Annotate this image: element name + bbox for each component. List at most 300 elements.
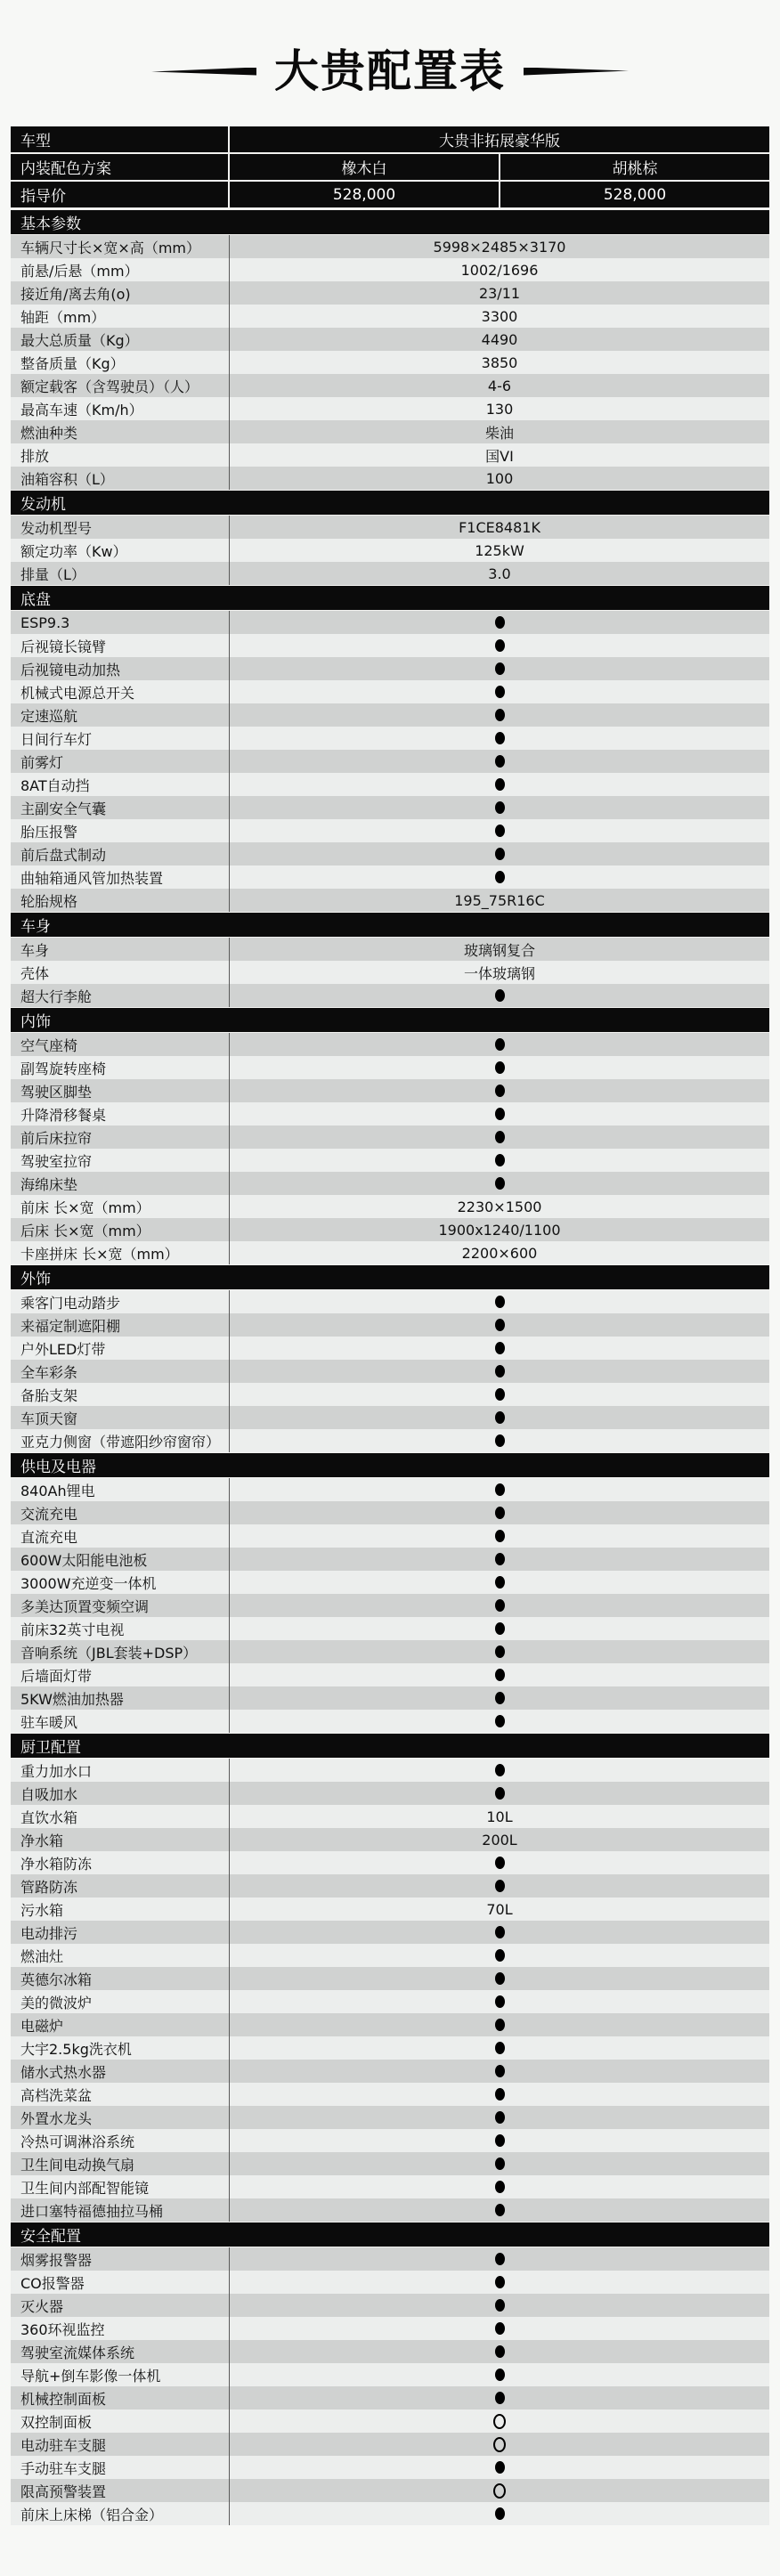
row-value [230, 2502, 769, 2525]
table-row [11, 305, 769, 328]
table-row [11, 2083, 769, 2106]
row-value [230, 1337, 769, 1360]
row-label: 600W太阳能电池板 [11, 1548, 230, 1571]
included-dot-icon [495, 1972, 505, 1985]
included-dot-icon [495, 1949, 505, 1962]
table-row [11, 2060, 769, 2083]
row-label: 机械控制面板 [11, 2386, 230, 2409]
included-dot-icon [495, 1576, 505, 1589]
included-dot-icon [495, 1764, 505, 1776]
row-label: 电动驻车支腿 [11, 2433, 230, 2456]
row-value: 国VI [485, 447, 514, 465]
included-dot-icon [495, 1857, 505, 1869]
row-value: 4490 [481, 330, 518, 348]
table-row [11, 2433, 769, 2456]
section-header: 底盘 [11, 585, 769, 611]
row-label: 储水式热水器 [11, 2060, 230, 2083]
row-label: 管路防冻 [11, 1874, 230, 1897]
row-value [230, 1782, 769, 1805]
included-dot-icon [495, 1646, 505, 1658]
included-dot-icon [495, 686, 505, 698]
row-value [230, 611, 769, 634]
table-row [11, 1383, 769, 1406]
row-label: 全车彩条 [11, 1360, 230, 1383]
row-label: 卫生间电动换气扇 [11, 2152, 230, 2175]
section-header: 发动机 [11, 490, 769, 516]
row-value [230, 2409, 769, 2433]
row-value: 3.0 [488, 565, 511, 582]
row-label: 卡座拼床 长×宽（mm） [11, 1241, 230, 1264]
included-dot-icon [495, 2276, 505, 2288]
row-value: 130 [485, 400, 514, 418]
included-dot-icon [495, 871, 505, 883]
included-dot-icon [495, 1061, 505, 1074]
row-label: 亚克力侧窗（带遮阳纱帘窗帘） [11, 1429, 230, 1452]
row-value [230, 1383, 769, 1406]
color-scheme-value-left: 橡木白 [230, 154, 500, 180]
row-value: F1CE8481K [459, 518, 540, 536]
included-dot-icon [495, 2392, 505, 2404]
table-row [11, 819, 769, 842]
header-row-color-scheme [11, 154, 769, 182]
row-label: 车辆尺寸长×宽×高（mm） [11, 235, 230, 258]
table-row [11, 938, 769, 961]
row-value [230, 2247, 769, 2271]
included-dot-icon [495, 1926, 505, 1938]
row-label: 整备质量（Kg） [11, 351, 230, 374]
table-row [11, 727, 769, 750]
table-row [11, 2317, 769, 2340]
row-value: 柴油 [484, 424, 514, 442]
row-value: 4-6 [487, 377, 512, 394]
table-row [11, 1172, 769, 1195]
table-row [11, 1360, 769, 1383]
row-value [230, 1125, 769, 1149]
included-dot-icon [495, 2461, 505, 2474]
included-dot-icon [495, 2134, 505, 2147]
table-row [11, 2363, 769, 2386]
row-value [230, 773, 769, 796]
included-dot-icon [495, 1715, 505, 1727]
included-dot-icon [495, 2088, 505, 2101]
row-value [230, 842, 769, 865]
table-row [11, 657, 769, 680]
table-row [11, 562, 769, 585]
row-label: 音响系统（JBL套装+DSP） [11, 1640, 230, 1663]
row-label: 前雾灯 [11, 750, 230, 773]
row-value [230, 1990, 769, 2013]
row-label: 主副安全气囊 [11, 796, 230, 819]
row-label: 5KW燃油加热器 [11, 1686, 230, 1710]
header-row-model [11, 126, 769, 154]
row-value [230, 2363, 769, 2386]
title-right-dash-icon [524, 68, 629, 76]
included-dot-icon [495, 825, 505, 837]
included-dot-icon [495, 1507, 505, 1519]
row-value [230, 819, 769, 842]
price-value-left: 528,000 [230, 182, 500, 207]
row-value: 玻璃钢复合 [463, 941, 535, 959]
table-row [11, 351, 769, 374]
spec-sections [11, 209, 769, 2525]
row-label: 冷热可调淋浴系统 [11, 2129, 230, 2152]
included-dot-icon [495, 1131, 505, 1143]
color-scheme-value-right: 胡桃棕 [612, 160, 658, 178]
page-title-wrap [0, 0, 780, 116]
optional-dot-icon [493, 2437, 506, 2452]
row-label: 电动排污 [11, 1921, 230, 1944]
included-dot-icon [495, 1483, 505, 1496]
row-value: 200L [482, 1831, 517, 1849]
section-header: 供电及电器 [11, 1452, 769, 1478]
row-label: 油箱容积（L） [11, 467, 230, 490]
row-label: 排放 [11, 443, 230, 467]
table-row [11, 374, 769, 397]
included-dot-icon [495, 1388, 505, 1401]
table-row [11, 1640, 769, 1663]
row-value: 一体玻璃钢 [463, 964, 535, 982]
title-left-dash-icon [151, 68, 256, 76]
spec-table [11, 126, 769, 2525]
included-dot-icon [495, 2345, 505, 2358]
table-row [11, 611, 769, 634]
row-label: 乘客门电动踏步 [11, 1290, 230, 1313]
included-dot-icon [495, 2111, 505, 2124]
row-label: 后床 长×宽（mm） [11, 1218, 230, 1241]
included-dot-icon [495, 1787, 505, 1800]
row-value [230, 1033, 769, 1056]
included-dot-icon [495, 662, 505, 675]
table-row [11, 1759, 769, 1782]
row-label: 轴距（mm） [11, 305, 230, 328]
table-row [11, 1478, 769, 1501]
row-label: 接近角/离去角(o) [11, 281, 230, 305]
table-row [11, 2409, 769, 2433]
section-header: 内饰 [11, 1007, 769, 1033]
included-dot-icon [495, 801, 505, 814]
included-dot-icon [495, 848, 505, 860]
table-row [11, 1033, 769, 1056]
table-row [11, 328, 769, 351]
row-label: 燃油灶 [11, 1944, 230, 1967]
row-value [230, 1594, 769, 1617]
table-row [11, 258, 769, 281]
section-header: 厨卫配置 [11, 1733, 769, 1759]
header-row-price [11, 182, 769, 209]
included-dot-icon [495, 2065, 505, 2077]
row-label: 驻车暖风 [11, 1710, 230, 1733]
row-value [230, 1524, 769, 1548]
row-label: 日间行车灯 [11, 727, 230, 750]
table-row [11, 1782, 769, 1805]
table-row [11, 1710, 769, 1733]
row-label: 烟雾报警器 [11, 2247, 230, 2271]
table-row [11, 1125, 769, 1149]
row-label: 超大行李舱 [11, 984, 230, 1007]
row-value [230, 1759, 769, 1782]
table-row [11, 1524, 769, 1548]
included-dot-icon [495, 1622, 505, 1635]
row-value: 10L [486, 1808, 513, 1825]
row-label: 前后床拉帘 [11, 1125, 230, 1149]
row-label: 导航+倒车影像一体机 [11, 2363, 230, 2386]
row-value [230, 2175, 769, 2198]
included-dot-icon [495, 1669, 505, 1681]
row-label: 机械式电源总开关 [11, 680, 230, 703]
row-value [230, 2479, 769, 2502]
row-value: 3850 [481, 353, 518, 371]
table-row [11, 1406, 769, 1429]
row-value [230, 1406, 769, 1429]
row-value [230, 865, 769, 889]
row-value [230, 796, 769, 819]
included-dot-icon [495, 1411, 505, 1424]
row-label: 净水箱防冻 [11, 1851, 230, 1874]
row-label: 额定载客（含驾驶员）（人） [11, 374, 230, 397]
table-row [11, 1501, 769, 1524]
row-value [230, 1313, 769, 1337]
table-row [11, 1851, 769, 1874]
row-label: 直饮水箱 [11, 1805, 230, 1828]
row-label: CO报警器 [11, 2271, 230, 2294]
row-label: 限高预警装置 [11, 2479, 230, 2502]
table-row [11, 467, 769, 490]
table-row [11, 2152, 769, 2175]
row-label: 定速巡航 [11, 703, 230, 727]
row-label: 污水箱 [11, 1897, 230, 1921]
table-row [11, 2247, 769, 2271]
row-label: 大宇2.5kg洗衣机 [11, 2036, 230, 2060]
row-value: 3300 [481, 307, 518, 325]
row-value [230, 2317, 769, 2340]
row-value [230, 2340, 769, 2363]
row-label: 驾驶室拉帘 [11, 1149, 230, 1172]
included-dot-icon [495, 1085, 505, 1097]
section-header: 基本参数 [11, 209, 769, 235]
row-value [230, 2129, 769, 2152]
row-label: 额定功率（Kw） [11, 539, 230, 562]
included-dot-icon [495, 1599, 505, 1612]
table-row [11, 1897, 769, 1921]
row-value [230, 1921, 769, 1944]
row-label: 8AT自动挡 [11, 773, 230, 796]
row-value [230, 1967, 769, 1990]
row-value [230, 984, 769, 1007]
row-value: 1900x1240/1100 [438, 1221, 561, 1239]
table-row [11, 865, 769, 889]
included-dot-icon [495, 709, 505, 721]
row-label: 备胎支架 [11, 1383, 230, 1406]
row-label: 净水箱 [11, 1828, 230, 1851]
included-dot-icon [495, 1995, 505, 2008]
included-dot-icon [495, 2158, 505, 2170]
row-label: 前悬/后悬（mm） [11, 258, 230, 281]
table-row [11, 516, 769, 539]
included-dot-icon [495, 2369, 505, 2381]
row-value [230, 1360, 769, 1383]
row-label: ESP9.3 [11, 611, 230, 634]
table-row [11, 1056, 769, 1079]
table-row [11, 2271, 769, 2294]
model-value: 大贵非拓展豪华版 [439, 133, 560, 150]
included-dot-icon [495, 2042, 505, 2054]
table-row [11, 1548, 769, 1571]
table-row [11, 443, 769, 467]
row-label: 壳体 [11, 961, 230, 984]
row-label: 空气座椅 [11, 1033, 230, 1056]
row-label: 升降滑移餐桌 [11, 1102, 230, 1125]
included-dot-icon [495, 1154, 505, 1166]
row-label: 直流充电 [11, 1524, 230, 1548]
table-row [11, 750, 769, 773]
included-dot-icon [495, 1880, 505, 1892]
table-row [11, 2198, 769, 2222]
row-value [230, 657, 769, 680]
row-value [230, 2083, 769, 2106]
included-dot-icon [495, 1530, 505, 1542]
row-value [230, 2013, 769, 2036]
row-value [230, 2060, 769, 2083]
row-value [230, 1429, 769, 1452]
row-label: 后视镜长镜臂 [11, 634, 230, 657]
included-dot-icon [495, 616, 505, 629]
row-label: 自吸加水 [11, 1782, 230, 1805]
row-value [230, 2294, 769, 2317]
row-value [230, 2433, 769, 2456]
optional-dot-icon [493, 2483, 506, 2499]
row-label: 最大总质量（Kg） [11, 328, 230, 351]
row-label: 驾驶区脚垫 [11, 1079, 230, 1102]
price-label: 指导价 [11, 182, 230, 207]
row-label: 手动驻车支腿 [11, 2456, 230, 2479]
table-row [11, 796, 769, 819]
page-title: 大贵配置表 [274, 45, 506, 97]
table-row [11, 1967, 769, 1990]
table-row [11, 397, 769, 420]
included-dot-icon [495, 2019, 505, 2031]
row-value: 125kW [475, 541, 524, 559]
included-dot-icon [495, 1038, 505, 1051]
row-value [230, 2271, 769, 2294]
table-row [11, 680, 769, 703]
row-label: 高档洗菜盆 [11, 2083, 230, 2106]
row-label: 电磁炉 [11, 2013, 230, 2036]
row-value [230, 1501, 769, 1524]
row-value [230, 1710, 769, 1733]
included-dot-icon [495, 1108, 505, 1120]
row-value [230, 1874, 769, 1897]
row-value [230, 1571, 769, 1594]
row-value [230, 1079, 769, 1102]
color-scheme-label: 内装配色方案 [11, 154, 230, 180]
row-value [230, 703, 769, 727]
row-value [230, 1149, 769, 1172]
table-row [11, 1805, 769, 1828]
included-dot-icon [495, 1177, 505, 1190]
row-label: 前床上床梯（铝合金） [11, 2502, 230, 2525]
included-dot-icon [495, 755, 505, 768]
included-dot-icon [495, 2322, 505, 2335]
row-value [230, 2152, 769, 2175]
table-row [11, 1686, 769, 1710]
table-row [11, 1828, 769, 1851]
included-dot-icon [495, 1365, 505, 1377]
table-row [11, 2479, 769, 2502]
row-label: 车顶天窗 [11, 1406, 230, 1429]
row-value: 2230×1500 [457, 1198, 542, 1215]
row-label: 燃油种类 [11, 420, 230, 443]
table-row [11, 1079, 769, 1102]
table-row [11, 634, 769, 657]
row-label: 前床 长×宽（mm） [11, 1195, 230, 1218]
included-dot-icon [495, 778, 505, 791]
table-row [11, 1290, 769, 1313]
row-label: 排量（L） [11, 562, 230, 585]
included-dot-icon [495, 1342, 505, 1354]
table-row [11, 984, 769, 1007]
table-row [11, 842, 769, 865]
row-label: 3000W充逆变一体机 [11, 1571, 230, 1594]
model-label: 车型 [11, 126, 230, 152]
included-dot-icon [495, 2204, 505, 2216]
row-label: 外置水龙头 [11, 2106, 230, 2129]
row-value: 5998×2485×3170 [433, 238, 566, 256]
table-row [11, 539, 769, 562]
table-row [11, 2294, 769, 2317]
included-dot-icon [495, 1553, 505, 1565]
row-value [230, 1663, 769, 1686]
table-row [11, 1663, 769, 1686]
row-label: 户外LED灯带 [11, 1337, 230, 1360]
table-row [11, 2386, 769, 2409]
included-dot-icon [495, 989, 505, 1002]
table-row [11, 1149, 769, 1172]
row-value [230, 1617, 769, 1640]
table-row [11, 235, 769, 258]
table-row [11, 1429, 769, 1452]
row-label: 交流充电 [11, 1501, 230, 1524]
row-value [230, 1290, 769, 1313]
table-row [11, 889, 769, 912]
table-row [11, 2106, 769, 2129]
row-value [230, 680, 769, 703]
table-row [11, 961, 769, 984]
included-dot-icon [495, 2253, 505, 2265]
row-label: 海绵床垫 [11, 1172, 230, 1195]
table-row [11, 1944, 769, 1967]
table-row [11, 1102, 769, 1125]
table-row [11, 420, 769, 443]
row-value [230, 1056, 769, 1079]
table-row [11, 2175, 769, 2198]
included-dot-icon [495, 1319, 505, 1331]
table-row [11, 2456, 769, 2479]
included-dot-icon [495, 1434, 505, 1447]
table-row [11, 281, 769, 305]
row-value [230, 1172, 769, 1195]
table-row [11, 2036, 769, 2060]
row-label: 灭火器 [11, 2294, 230, 2317]
row-value [230, 1851, 769, 1874]
row-value [230, 1548, 769, 1571]
table-row [11, 1218, 769, 1241]
row-value: 23/11 [478, 284, 521, 302]
included-dot-icon [495, 1296, 505, 1308]
row-value: 1002/1696 [460, 261, 539, 279]
table-row [11, 1990, 769, 2013]
row-value: 2200×600 [461, 1244, 538, 1262]
table-row [11, 2013, 769, 2036]
